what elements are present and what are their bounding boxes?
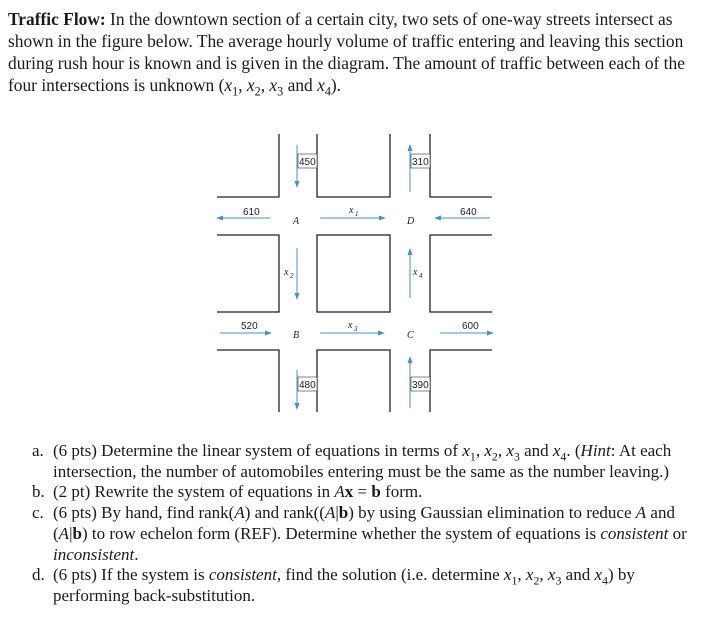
intro-text: In the downtown section of a certain city, two sets of one-way streets intersect as shown in the figure below. The average hourly volume of traffic entering and leaving this section during rush hour is known and is given in the diagram. The amount of traffic between each of the four intersections is unknown (: [8, 9, 685, 95]
flow-south-out-left: 480: [299, 380, 316, 391]
problem-title: Traffic Flow:: [8, 9, 106, 29]
svg-text:x: x: [284, 267, 289, 278]
question-c: c. (6 pts) By hand, find rank(A) and rank((A|b) by using Gaussian elimination to reduce A and (A|b) to row echelon form (REF). Determine whether the system of equations is consistent or inconsistent.: [32, 503, 687, 564]
svg-text:3: 3: [354, 325, 358, 333]
svg-text:2: 2: [290, 272, 294, 280]
flow-south-out-right: 390: [412, 380, 429, 391]
flow-east-out: 600: [462, 321, 479, 332]
svg-text:x: x: [413, 267, 418, 278]
unknown-x3: [347, 320, 358, 333]
unknown-x1: [348, 205, 359, 218]
flow-west-in: 610: [243, 207, 260, 218]
svg-text:4: 4: [419, 272, 423, 280]
question-d: d. (6 pts) If the system is consistent, find the solution (i.e. determine $x_1$, $x_2$, $x_3$ and $x_4$) by performing back-substitution.: [32, 565, 635, 605]
question-b: b. (2 pt) Rewrite the system of equations in Ax = b form.: [32, 482, 423, 502]
intersection-b: B: [293, 330, 300, 341]
flow-east-in: 640: [460, 207, 477, 218]
svg-text:x: x: [349, 205, 354, 216]
flow-arrows: [216, 144, 494, 410]
street-outlines: [217, 134, 492, 412]
svg-text:x: x: [348, 320, 353, 331]
flow-north-in: 450: [299, 157, 316, 168]
question-a: a. (6 pts) Determine the linear system of equations in terms of $x_1$, $x_2$, $x_3$ and $x_4$. (Hint: At each intersection, the number of automobiles entering must be the same as the number leaving.): [32, 441, 672, 481]
question-list: [32, 441, 700, 607]
problem-intro: Traffic Flow: In the downtown section of a certain city, two sets of one-way streets intersect as shown in the figure below. The average hourly volume of traffic entering and leaving this section during rush hour is known and is given in the diagram. The amount of traffic between each of the four intersections is unknown ($x_1$, $x_2$, $x_3$ and $x_4$).: [8, 9, 685, 99]
flow-north-out: 310: [412, 157, 429, 168]
intersection-c: C: [407, 330, 414, 341]
flow-west-out: 520: [241, 321, 258, 332]
intersection-d: D: [407, 216, 415, 227]
unknown-x2: [283, 267, 294, 280]
unknown-x4: [412, 267, 423, 280]
svg-text:1: 1: [355, 210, 359, 218]
intersection-a: A: [293, 216, 300, 227]
